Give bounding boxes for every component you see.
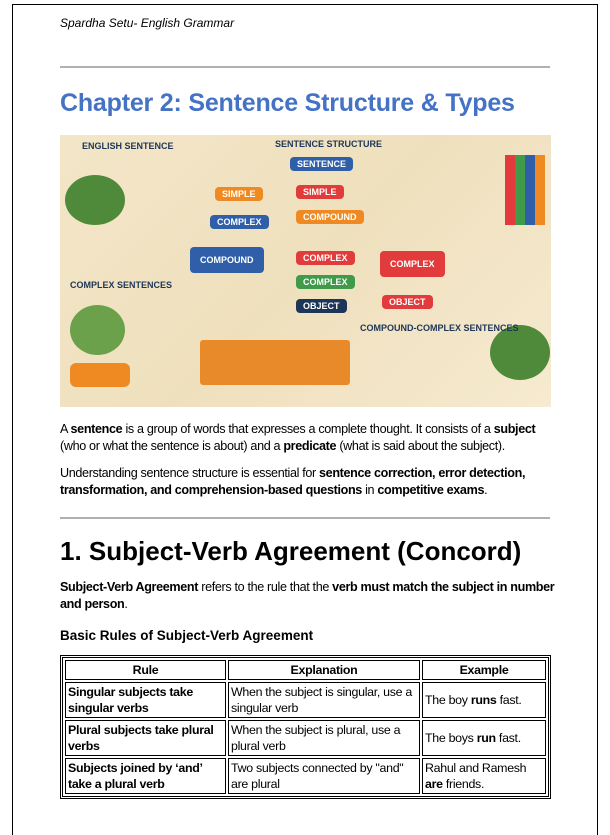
illustration-label: COMPOUND	[190, 247, 264, 273]
illustration-label: SENTENCE	[290, 157, 353, 171]
table-row	[65, 682, 546, 718]
bar-graph-shape	[505, 155, 545, 225]
column-header: Example	[422, 660, 546, 680]
illustration-label: COMPOUND	[296, 210, 364, 224]
illustration-label: SIMPLE	[215, 187, 263, 201]
explanation-cell: Two subjects connected by "and" are plural	[228, 758, 420, 794]
bus-shape	[70, 363, 130, 387]
illustration-label: OBJECT	[382, 295, 433, 309]
section-paragraph: Subject-Verb Agreement refers to the rule that the verb must match the subject in number and person.	[60, 579, 555, 611]
illustration-label: COMPLEX SENTENCES	[70, 280, 173, 290]
desk-shape	[200, 340, 350, 385]
column-header: Explanation	[228, 660, 420, 680]
body-content	[60, 421, 556, 799]
example-cell: The boy runs fast.	[422, 682, 546, 718]
section-heading: 1. Subject-Verb Agreement (Concord)	[60, 535, 522, 566]
illustration-label: COMPLEX	[296, 275, 355, 289]
explanation-cell: When the subject is singular, use a singular verb	[228, 682, 420, 718]
rule-cell: Subjects joined by ‘and’ take a plural verb	[65, 758, 226, 794]
illustration-label: COMPLEX	[210, 215, 269, 229]
tree-shape	[65, 175, 125, 225]
example-cell: Rahul and Ramesh are friends.	[422, 758, 546, 794]
table-row	[65, 720, 546, 756]
tree-shape	[70, 305, 125, 355]
table-row	[65, 758, 546, 794]
illustration-label: OBJECT	[296, 299, 347, 313]
illustration-label: ENGLISH SENTENCE	[82, 141, 174, 151]
running-header: Spardha Setu- English Grammar	[60, 16, 235, 30]
intro-paragraph-2: Understanding sentence structure is essential for sentence correction, error detection, transformation, and comprehension-based questions in competitive exams.	[60, 466, 526, 497]
chapter-illustration	[60, 135, 551, 407]
subheading: Basic Rules of Subject-Verb Agreement	[60, 627, 314, 643]
illustration-label: SENTENCE STRUCTURE	[275, 139, 383, 149]
example-cell: The boys run fast.	[422, 720, 546, 756]
illustration-label: COMPOUND-COMPLEX SENTENCES	[360, 323, 519, 333]
divider	[60, 66, 550, 68]
tree-shape	[490, 325, 550, 380]
rules-table	[60, 655, 551, 799]
chapter-title: Chapter 2: Sentence Structure & Types	[60, 89, 515, 117]
rule-cell: Plural subjects take plural verbs	[65, 720, 226, 756]
illustration-label: COMPLEX	[380, 251, 445, 277]
explanation-cell: When the subject is plural, use a plural verb	[228, 720, 420, 756]
column-header: Rule	[65, 660, 226, 680]
rule-cell: Singular subjects take singular verbs	[65, 682, 226, 718]
illustration-label: COMPLEX	[296, 251, 355, 265]
divider	[60, 517, 550, 519]
illustration-label: SIMPLE	[296, 185, 344, 199]
intro-paragraph-1: A sentence is a group of words that expresses a complete thought. It consists of a subject (who or what the sentence is about) and a predicate (what is said about the subject).	[60, 422, 536, 453]
